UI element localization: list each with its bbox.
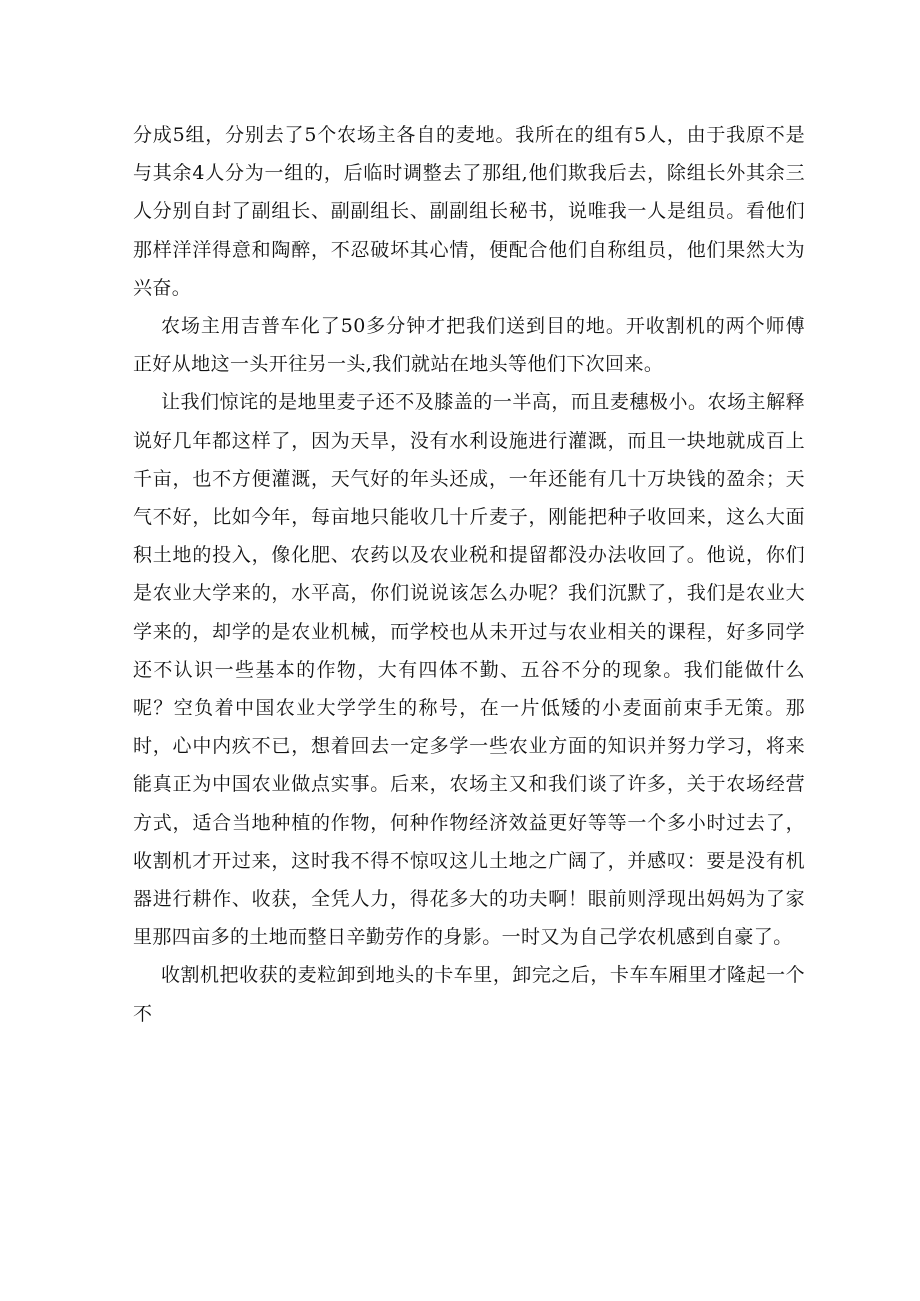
- paragraph-3: 让我们惊诧的是地里麦子还不及膝盖的一半高，而且麦穗极小。农场主解释说好几年都这样了，因为天旱，没有水利设施进行灌溉，而且一块地就成百上千亩，也不方便灌溉，天气好的年头还成，一年还能有几十万块钱的盈余；天气不好，比如今年，每亩地只能收几十斤麦子，刚能把种子收回来，这么大面积土地的投入，像化肥、农药以及农业税和提留都没办法收回了。他说，你们是农业大学来的，水平高，你们说说该怎么办呢？我们沉默了，我们是农业大学来的，却学的是农业机械，而学校也从未开过与农业相关的课程，好多同学还不认识一些基本的作物，大有四体不勤、五谷不分的现象。我们能做什么呢？空负着中国农业大学学生的称号，在一片低矮的小麦面前束手无策。那时，心中内疚不已，想着回去一定多学一些农业方面的知识并努力学习，将来能真正为中国农业做点实事。后来，农场主又和我们谈了许多，关于农场经营方式，适合当地种植的作物，何种作物经济效益更好等等一个多小时过去了，收割机才开过来，这时我不得不惊叹这儿土地之广阔了，并感叹：要是没有机器进行耕作、收获，全凭人力，得花多大的功夫啊！眼前则浮现出妈妈为了家里那四亩多的土地而整日辛勤劳作的身影。一时又为自己学农机感到自豪了。: [133, 391, 805, 949]
- paragraph-1: 分成5组，分别去了5个农场主各自的麦地。我所在的组有5人，由于我原不是与其余4人分为一组的，后临时调整去了那组,他们欺我后去，除组长外其余三人分别自封了副组长、副副组长、副副组长秘书，说唯我一人是组员。看他们那样洋洋得意和陶醉，不忍破坏其心情，便配合他们自称组员，他们果然大为兴奋。: [133, 124, 805, 299]
- paragraph-4: 收割机把收获的麦粒卸到地头的卡车里，卸完之后，卡车车厢里才隆起一个不: [133, 964, 805, 1025]
- paragraph-2: 农场主用吉普车化了50多分钟才把我们送到目的地。开收割机的两个师傅正好从地这一头开往另一头,我们就站在地头等他们下次回来。: [133, 315, 805, 376]
- document-body: [133, 116, 805, 1033]
